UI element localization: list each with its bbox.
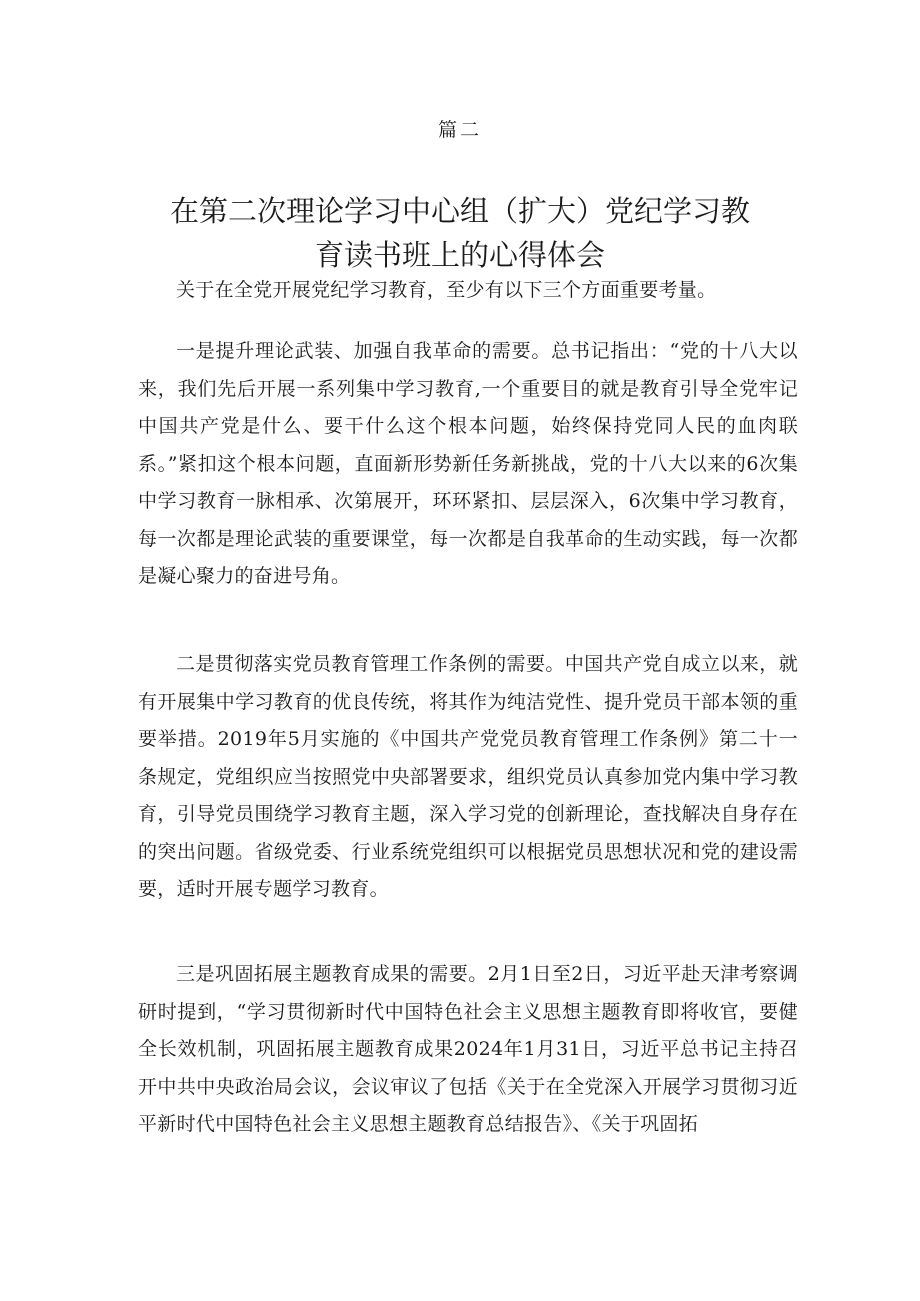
paragraph-point-three: 三是巩固拓展主题教育成果的需要。2月1日至2日，习近平赴天津考察调研时提到，“学习贯彻新时代中国特色社会主义思想主题教育即将收官，要健全长效机制，巩固拓展主题教育成果2024年1月31日，习近平总书记主持召开中共中央政治局会议，会议审议了包括《关于在全党深入开展学习贯彻习近平新时代中国特色社会主义思想主题教育总结报告》、《关于巩固拓 [138, 963, 798, 1135]
paragraph-point-two: 二是贯彻落实党员教育管理工作条例的需要。中国共产党自成立以来，就有开展集中学习教育的优良传统，将其作为纯洁党性、提升党员干部本领的重要举措。2019年5月实施的《中国共产党党员教育管理工作条例》第二十一条规定，党组织应当按照党中央部署要求，组织党员认真参加党内集中学习教育，引导党员围绕学习教育主题，深入学习党的创新理论，查找解决自身存在的突出问题。省级党委、行业系统党组织可以根据党员思想状况和党的建设需要，适时开展专题学习教育。 [138, 653, 798, 900]
intro-paragraph: 关于在全党开展党纪学习教育，至少有以下三个方面重要考量。 [176, 279, 717, 301]
paragraph-point-one: 一是提升理论武装、加强自我革命的需要。总书记指出：“党的十八大以来，我们先后开展一系列集中学习教育,一个重要目的就是教育引导全党牢记中国共产党是什么、要干什么这个根本问题，始终保持党同人民的血肉联系。”紧扣这个根本问题，直面新形势新任务新挑战，党的十八大以来的6次集中学习教育一脉相承、次第展开，环环紧扣、层层深入，6次集中学习教育，每一次都是理论武装的重要课堂，每一次都是自我革命的生动实践，每一次都是凝心聚力的奋进号角。 [138, 340, 798, 587]
document-title [140, 189, 780, 277]
title-line-1: 在第二次理论学习中心组（扩大）党纪学习教 [169, 194, 750, 229]
title-line-2: 育读书班上的心得体会 [314, 238, 605, 273]
section-label: 篇二 [437, 119, 482, 141]
